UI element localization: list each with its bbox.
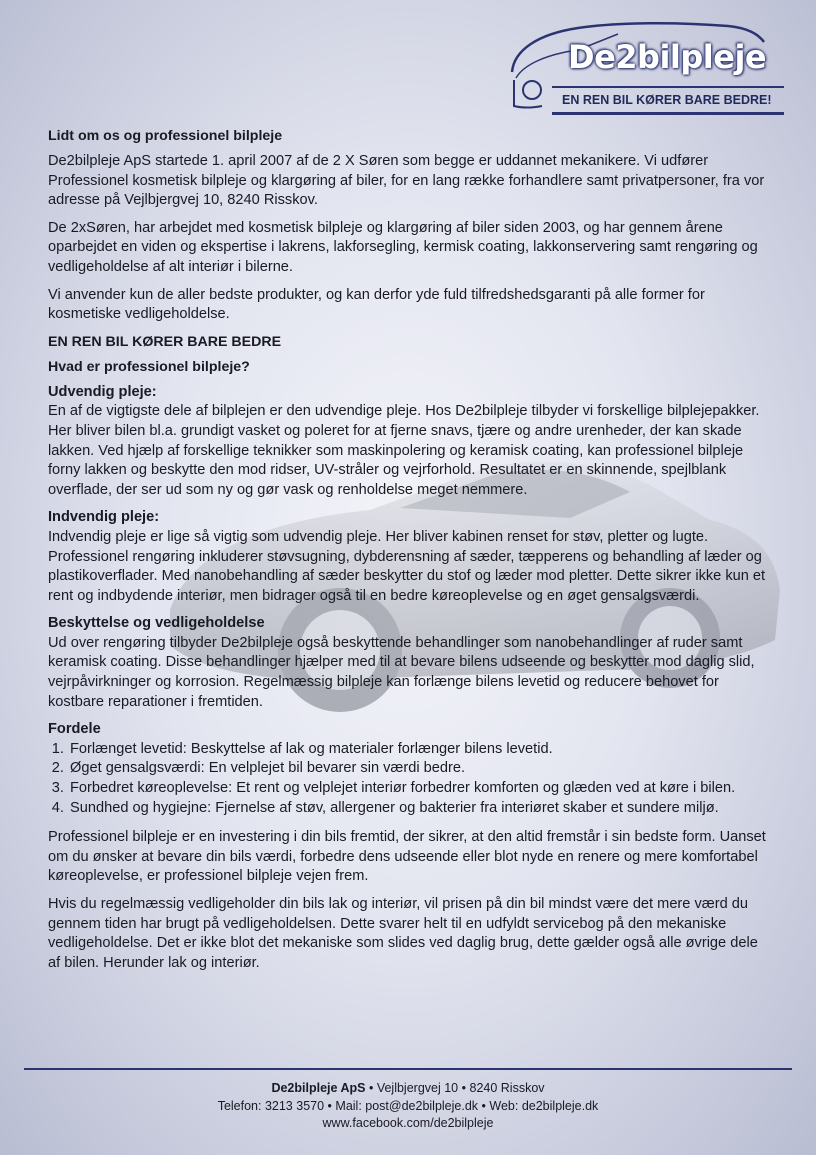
benefits-section	[48, 720, 770, 740]
company-logo	[508, 20, 786, 116]
logo-underline	[552, 112, 784, 115]
section-text: Ud over rengøring tilbyder De2bilpleje også beskyttende behandlinger som nanobehandlinger af ruder samt keramisk coating. Disse behandlinger hjælper med til at bevare bilens udseende og beskytter mod daglig slid, vejrpåvirkninger og korrosion. Regelmæssig bilpleje kan forlænge bilens levetid og reducere behovet for kostbare reparationer i fremtiden.	[48, 634, 755, 710]
benefits-list	[48, 740, 770, 818]
footer-phone: Telefon: 3213 3570	[217, 1098, 325, 1113]
main-content	[48, 127, 770, 981]
list-item: 2. Øget gensalgsværdi: En velplejet bil bevarer sin værdi bedre.	[68, 759, 770, 779]
footer	[0, 1080, 816, 1133]
footer-separator: •	[327, 1098, 332, 1113]
footer-divider	[24, 1068, 792, 1070]
list-item: 1. Forlænget levetid: Beskyttelse af lak og materialer forlænger bilens levetid.	[68, 740, 770, 760]
footer-separator: •	[461, 1081, 467, 1095]
list-item: 3. Forbedret køreoplevelse: Et rent og velplejet interiør forbedrer komforten og glæden ved at køre i bilen.	[68, 779, 770, 799]
intro-paragraph: Vi anvender kun de aller bedste produkter, og kan derfor yde fuld tilfredshedsgaranti på alle former for kosmetiske vedligeholdelse.	[48, 286, 705, 323]
section-text: Indvendig pleje er lige så vigtig som udvendig pleje. Her bliver kabinen renset for støv, pletter og lugte. Professionel rengøring inkluderer støvsugning, dybderensning af sæder, tæpperens og behandling af læder og plastikoverflader. Med nanobehandling af sæder beskytter du stof og læder mod pletter. Dette sikrer ikke kun et rent og indbydende interiør, men bidrager også til en bedre køreoplevelse og en øget gensalgsværdi.	[48, 528, 766, 604]
logo-name: De2bilpleje	[568, 38, 767, 76]
section-protection	[48, 614, 770, 712]
footer-contact-line	[0, 1098, 816, 1116]
intro-heading: Lidt om os og professionel bilpleje	[48, 128, 283, 144]
footer-city: 8240 Risskov	[469, 1081, 545, 1095]
list-item: 4. Sundhed og hygiejne: Fjernelse af støv, allergener og bakterier fra interiøret skaber et sundere miljø.	[68, 799, 770, 819]
section-title: Udvendig pleje:	[48, 383, 157, 400]
intro-paragraph: De 2xSøren, har arbejdet med kosmetisk bilpleje og klargøring af biler siden 2003, og har gennem årene oparbejdet en viden og ekspertise i lakrens, lakforsegling, kermisk coating, lakkonservering samt rengøring og vedligeholdelse af alt interiør i bilerne.	[48, 219, 758, 275]
footer-address-line	[0, 1080, 816, 1098]
footer-facebook-link[interactable]: www.facebook.com/de2bilpleje	[322, 1116, 494, 1130]
footer-separator: •	[368, 1081, 374, 1095]
closing-paragraph: Hvis du regelmæssig vedligeholder din bils lak og interiør, vil prisen på din bil mindst være det mere værd du gennem tiden har brugt på vedligeholdelsen. Dette svarer helt til en udfyldt servicebog på den mekaniske vedligeholdelse. Det er ikke blot det mekaniske som slides ved daglig brug, dette gælder også alle øvrige dele af bilen. Herunder lak og interiør.	[48, 896, 758, 971]
section-title: Beskyttelse og vedligeholdelse	[48, 615, 265, 632]
benefits-title: Fordele	[48, 721, 101, 738]
footer-separator: •	[481, 1098, 486, 1113]
logo-slogan: EN REN BIL KØRER BARE BEDRE!	[562, 93, 772, 107]
question-heading: Hvad er professionel bilpleje?	[48, 358, 250, 375]
slogan-heading: EN REN BIL KØRER BARE BEDRE	[48, 333, 282, 350]
footer-web-link[interactable]: Web: de2bilpleje.dk	[489, 1098, 599, 1113]
intro-paragraph: De2bilpleje ApS startede 1. april 2007 af de 2 X Søren som begge er uddannet mekanikere. Vi udfører Professionel kosmetisk bilpleje og klargøring af biler, for en lang række forhandlere samt privatpersoner, fra vor adresse på Vejlbjergvej 10, 8240 Risskov.	[48, 153, 765, 209]
footer-address: Vejlbjergvej 10	[376, 1081, 459, 1095]
footer-company: De2bilpleje ApS	[271, 1081, 366, 1095]
section-text: En af de vigtigste dele af bilplejen er den udvendige pleje. Hos De2bilpleje tilbyder vi forskellige bilplejepakker. Her bliver bilen bl.a. grundigt vasket og poleret for at fjerne snavs, tjære og andre urenheder, der kan skade lakken. Ved hjælp af forskellige teknikker som maskinpolering og keramisk coating, kan professionel bilpleje forny lakken og beskytte den mod ridser, UV-stråler og vejrforhold. Resultatet er en skinnende, spejlblank overflade, der ser ud som ny og gør vask og renholdelse meget nemmere.	[48, 403, 760, 498]
section-title: Indvendig pleje:	[48, 509, 160, 526]
closing-paragraph: Professionel bilpleje er en investering i din bils fremtid, der sikrer, at den altid fremstår i sin bedste form. Uanset om du ønsker at bevare din bils værdi, forbedre dens udseende eller blot nyde en renere og mere komfortabel køreoplevelse, er professionel bilpleje vejen frem.	[48, 829, 766, 885]
logo-divider	[552, 86, 784, 88]
section-interior	[48, 508, 770, 606]
section-exterior	[48, 383, 770, 501]
footer-mail-link[interactable]: Mail: post@de2bilpleje.dk	[335, 1098, 479, 1113]
